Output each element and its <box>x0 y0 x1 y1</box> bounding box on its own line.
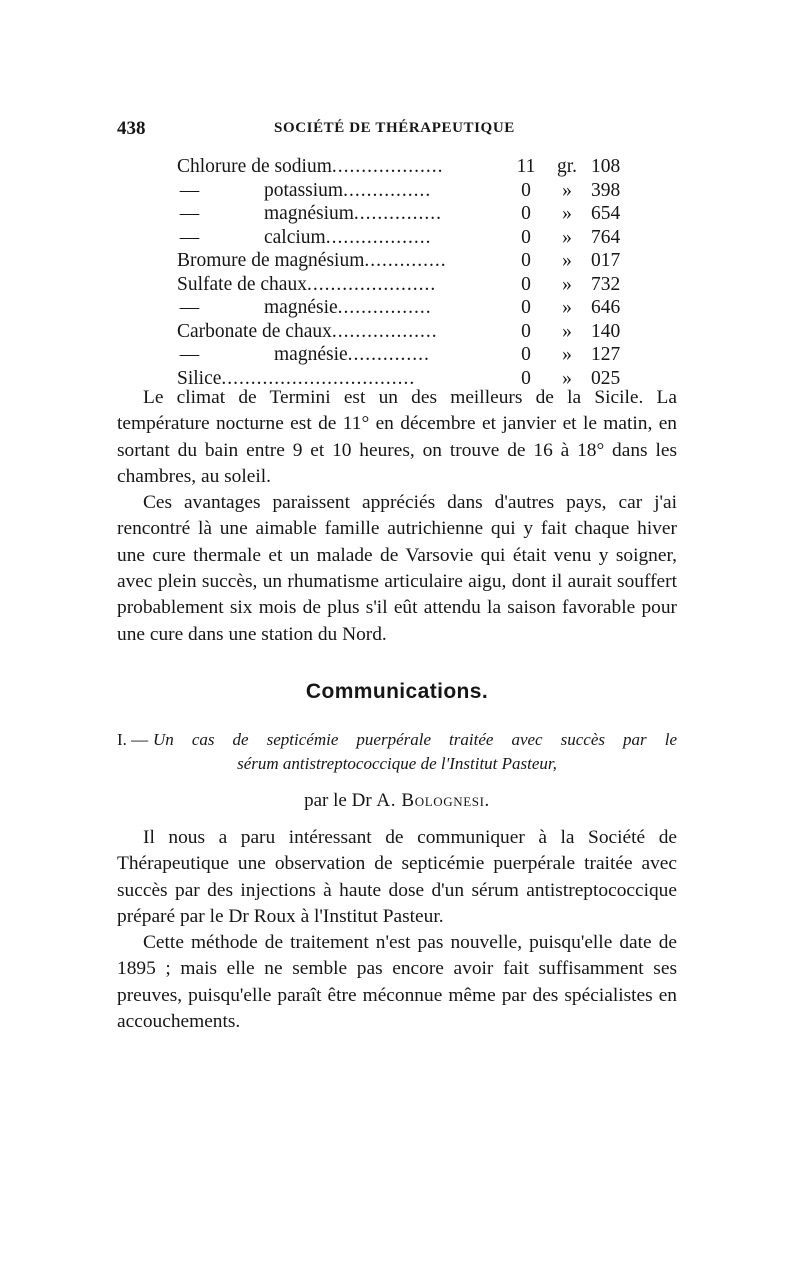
composition-unit: » <box>562 367 572 389</box>
composition-grams: 0 <box>521 179 531 201</box>
composition-grams: 0 <box>521 367 531 389</box>
composition-unit: gr. <box>556 156 578 177</box>
composition-name <box>177 226 507 249</box>
leader-dots: ............... <box>353 203 443 224</box>
paragraph-method: Cette méthode de traitement n'est pas nouvelle, puisqu'elle date de 1895 ; mais elle ne semble pas encore avoir fait suffisamment ses preuves, puisqu'elle paraît être méconnue même par des spécialistes en accouchements. <box>117 932 677 1033</box>
composition-name <box>177 155 507 178</box>
composition-name <box>177 202 507 225</box>
composition-unit: » <box>562 320 572 342</box>
composition-grams: 0 <box>521 297 531 318</box>
composition-unit: » <box>562 203 572 224</box>
composition-decimal: 017 <box>591 250 621 271</box>
ditto-dash: — <box>179 179 200 201</box>
composition-label: Sulfate de chaux <box>177 273 307 295</box>
composition-unit: » <box>562 344 572 365</box>
composition-decimal: 025 <box>591 367 621 389</box>
ditto-dash: — <box>179 297 200 318</box>
page-number: 438 <box>117 118 146 139</box>
composition-label: magnésie <box>264 297 338 318</box>
leader-dots: ................................. <box>221 367 416 389</box>
composition-row <box>177 179 637 203</box>
composition-unit: » <box>562 273 572 295</box>
composition-decimal: 108 <box>591 156 621 177</box>
composition-label: Chlorure de sodium <box>177 156 332 177</box>
composition-name <box>177 296 507 319</box>
composition-label: magnésie <box>274 344 348 365</box>
composition-row <box>177 249 637 273</box>
composition-label: potassium <box>264 179 344 201</box>
composition-row <box>177 296 637 320</box>
composition-decimal: 398 <box>591 179 621 201</box>
composition-table <box>177 155 637 390</box>
composition-decimal: 732 <box>591 273 621 295</box>
leader-dots: .................. <box>325 226 432 248</box>
paragraph-interesting: Il nous a paru intéressant de communiquer à la Société de Thérapeutique une observation de septicémie puerpérale traitée avec succès par des injections à haute dose d'un sérum antistreptococcique préparé par le Dr Roux à l'Institut Pasteur. <box>117 827 677 927</box>
leader-dots: ................ <box>337 297 432 318</box>
section-heading: Communications. <box>305 680 489 703</box>
composition-row <box>177 155 637 179</box>
composition-row <box>177 202 637 226</box>
composition-decimal: 646 <box>591 297 621 318</box>
article-title-line-2: sérum antistreptococcique de l'Institut Pasteur, <box>237 754 557 773</box>
body-text-upper <box>117 385 677 648</box>
article-number: I. — <box>117 730 149 749</box>
composition-grams: 0 <box>521 203 531 224</box>
body-text-lower <box>117 825 677 1035</box>
composition-name <box>177 249 507 272</box>
composition-grams: 11 <box>516 156 536 177</box>
composition-row <box>177 226 637 250</box>
composition-grams: 0 <box>521 344 531 365</box>
composition-unit: » <box>562 250 572 271</box>
ditto-dash: — <box>179 226 200 248</box>
paragraph-climate: Le climat de Termini est un des meilleurs de la Sicile. La température nocturne est de 11° en décembre et janvier et le matin, en sortant du bain entre 9 et 10 heures, on trouve de 16 à 18° dans les chambres, au soleil. <box>117 387 677 487</box>
leader-dots: ............... <box>343 179 432 201</box>
leader-dots: .............. <box>347 344 430 365</box>
composition-decimal: 654 <box>591 203 621 224</box>
composition-grams: 0 <box>521 273 531 295</box>
composition-decimal: 127 <box>591 344 621 365</box>
leader-dots: ................... <box>331 156 444 177</box>
composition-label: magnésium <box>264 203 354 224</box>
ditto-dash: — <box>179 203 200 224</box>
composition-name <box>177 343 507 366</box>
composition-row <box>177 273 637 297</box>
leader-dots: .............. <box>364 250 447 271</box>
composition-name <box>177 320 507 343</box>
composition-grams: 0 <box>521 320 531 342</box>
composition-label: Silice <box>177 367 222 389</box>
byline-author: A. Bolognesi. <box>376 790 490 811</box>
article-title-line-1: Un cas de septicémie puerpérale traitée avec succès par le <box>153 730 677 749</box>
composition-decimal: 140 <box>591 320 621 342</box>
composition-unit: » <box>562 297 572 318</box>
leader-dots: .................. <box>331 320 438 342</box>
composition-name <box>177 179 507 202</box>
composition-label: Bromure de magnésium <box>177 250 365 271</box>
composition-grams: 0 <box>521 226 531 248</box>
paragraph-advantages: Ces avantages paraissent appréciés dans d'autres pays, car j'ai rencontré là une aimable famille autrichienne qui y fait chaque hiver une cure thermale et un malade de Varsovie qui était venu y soigner, avec plein succès, un rhumatisme articulaire aigu, dont il aurait souffert probablement six mois de plus s'il eût attendu la saison favorable pour une cure dans une station du Nord. <box>117 492 677 645</box>
composition-grams: 0 <box>521 250 531 271</box>
composition-decimal: 764 <box>591 226 621 248</box>
byline <box>117 790 677 812</box>
composition-name <box>177 273 507 296</box>
byline-prefix: par le Dr <box>304 790 372 811</box>
running-head <box>117 118 677 140</box>
composition-label: Carbonate de chaux <box>177 320 332 342</box>
composition-row <box>177 320 637 344</box>
composition-row <box>177 343 637 367</box>
composition-label: calcium <box>264 226 326 248</box>
header-title: SOCIÉTÉ DE THÉRAPEUTIQUE <box>274 120 515 136</box>
composition-unit: » <box>562 179 572 201</box>
leader-dots: ...................... <box>306 273 437 295</box>
composition-unit: » <box>562 226 572 248</box>
ditto-dash: — <box>179 344 200 365</box>
